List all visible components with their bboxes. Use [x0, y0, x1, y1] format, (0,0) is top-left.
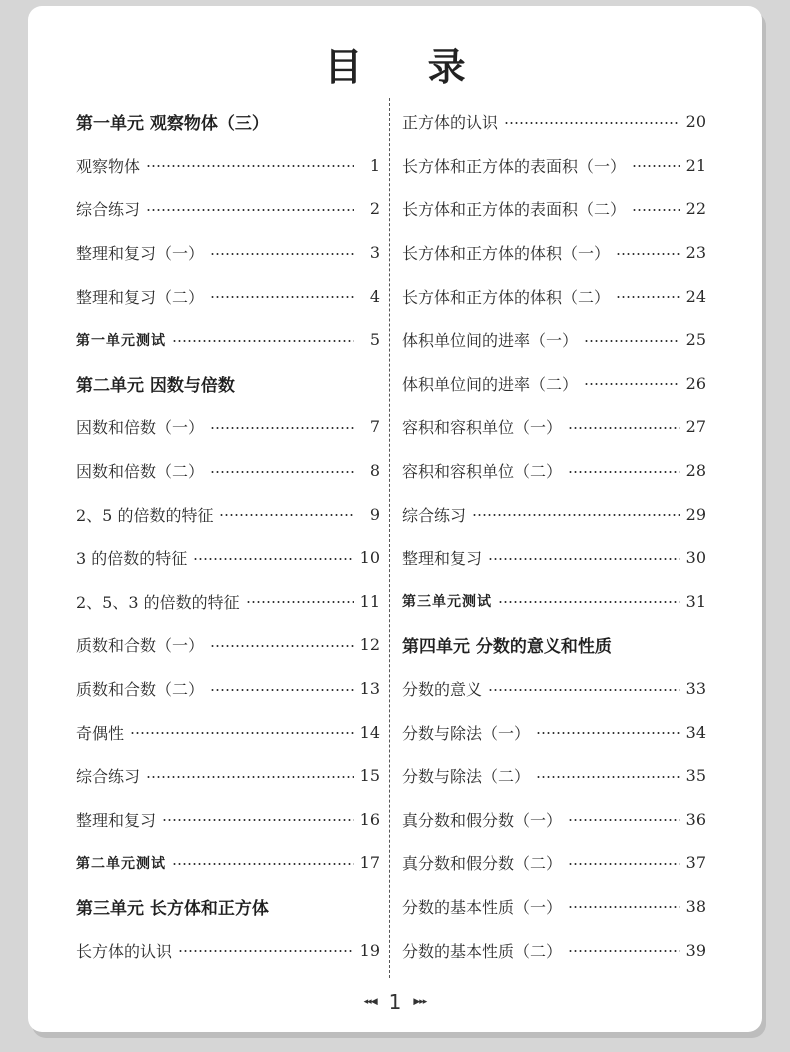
toc-page-number: 3 [369, 243, 380, 263]
toc-entry [402, 405, 706, 449]
toc-page-number: 22 [685, 199, 706, 219]
toc-entry-label: 分数与除法（二） [402, 767, 531, 787]
toc-page-number: 8 [369, 461, 380, 481]
toc-entry [402, 100, 706, 144]
toc-entry [76, 754, 380, 798]
toc-leader-dots [632, 209, 680, 211]
toc-page [28, 6, 762, 1032]
toc-leader-dots [504, 122, 680, 124]
toc-entry [402, 449, 706, 493]
toc-unit-test-entry [402, 580, 706, 624]
toc-leader-dots [498, 601, 680, 603]
page-number: 1 [388, 990, 402, 1014]
toc-entry-label: 整理和复习（二） [76, 287, 205, 307]
toc-page-number: 14 [359, 722, 380, 742]
toc-entry-label: 长方体和正方体的体积（二） [402, 287, 611, 307]
toc-page-number: 39 [685, 940, 706, 960]
toc-leader-dots [162, 819, 354, 821]
toc-page-number: 33 [685, 679, 706, 699]
toc-entry-label: 3 的倍数的特征 [76, 549, 188, 569]
toc-entry-label: 质数和合数（二） [76, 680, 205, 700]
toc-entry [402, 318, 706, 362]
toc-unit-heading [76, 100, 380, 144]
column-divider [389, 98, 390, 978]
toc-page-number: 20 [685, 112, 706, 132]
toc-entry-label: 综合练习 [76, 767, 141, 787]
toc-entry-label: 体积单位间的进率（一） [402, 331, 579, 351]
toc-entry [76, 580, 380, 624]
toc-leader-dots [568, 863, 680, 865]
toc-page-number: 31 [685, 591, 706, 611]
toc-leader-dots [210, 645, 354, 647]
toc-entry-label: 奇偶性 [76, 723, 125, 743]
toc-unit-test-entry [76, 318, 380, 362]
prev-arrows-icon: ◂◂◀ [363, 997, 377, 1007]
toc-entry-label: 长方体和正方体的表面积（二） [402, 200, 627, 220]
toc-leader-dots [178, 950, 354, 952]
toc-entry [402, 798, 706, 842]
toc-entry-label: 2、5 的倍数的特征 [76, 505, 214, 525]
toc-leader-dots [632, 165, 680, 167]
toc-leader-dots [488, 689, 680, 691]
toc-left-column [76, 100, 380, 972]
toc-page-number: 23 [685, 243, 706, 263]
toc-leader-dots [536, 732, 680, 734]
toc-page-number: 1 [369, 155, 380, 175]
toc-leader-dots [146, 776, 354, 778]
toc-leader-dots [172, 863, 354, 865]
toc-leader-dots [568, 950, 680, 952]
toc-page-number: 34 [685, 722, 706, 742]
toc-entry-label: 综合练习 [76, 200, 141, 220]
toc-entry [402, 187, 706, 231]
toc-page-number: 24 [685, 286, 706, 306]
toc-entry-label: 第二单元测试 [76, 855, 166, 872]
toc-unit-heading [76, 362, 380, 406]
toc-entry [76, 144, 380, 188]
toc-entry-label: 2、5、3 的倍数的特征 [76, 592, 240, 612]
toc-entry [76, 274, 380, 318]
toc-leader-dots [568, 819, 680, 821]
toc-leader-dots [130, 732, 354, 734]
toc-entry-label: 分数的意义 [402, 680, 483, 700]
toc-entry [76, 798, 380, 842]
toc-right-column [402, 100, 706, 972]
toc-page-number: 21 [685, 155, 706, 175]
toc-leader-dots [568, 427, 680, 429]
toc-page-number: 28 [685, 461, 706, 481]
toc-leader-dots [146, 209, 354, 211]
toc-leader-dots [536, 776, 680, 778]
toc-leader-dots [568, 906, 680, 908]
toc-entry [76, 710, 380, 754]
toc-entry-label: 容积和容积单位（一） [402, 418, 563, 438]
page-footer [28, 990, 762, 1014]
toc-leader-dots [584, 383, 680, 385]
toc-page-number: 38 [685, 896, 706, 916]
toc-leader-dots [584, 340, 680, 342]
toc-entry-label: 真分数和假分数（二） [402, 854, 563, 874]
toc-entry-label: 长方体和正方体的表面积（一） [402, 156, 627, 176]
toc-entry-label: 因数和倍数（二） [76, 462, 205, 482]
toc-entry-label: 第一单元 观察物体（三） [76, 114, 269, 135]
toc-entry [402, 928, 706, 972]
toc-leader-dots [568, 471, 680, 473]
toc-entry-label: 第二单元 因数与倍数 [76, 375, 235, 396]
toc-page-number: 29 [685, 504, 706, 524]
toc-page-number: 5 [369, 330, 380, 350]
toc-page-number: 15 [359, 766, 380, 786]
toc-leader-dots [210, 427, 354, 429]
toc-unit-heading [76, 885, 380, 929]
toc-page-number: 35 [685, 766, 706, 786]
toc-unit-test-entry [76, 841, 380, 885]
toc-entry-label: 第一单元测试 [76, 332, 166, 349]
toc-page-number: 7 [369, 417, 380, 437]
toc-entry-label: 第三单元 长方体和正方体 [76, 898, 269, 919]
toc-entry [402, 231, 706, 275]
toc-leader-dots [172, 340, 354, 342]
toc-entry [402, 667, 706, 711]
toc-entry-label: 整理和复习 [402, 549, 483, 569]
toc-entry-label: 整理和复习 [76, 810, 157, 830]
toc-entry [402, 274, 706, 318]
toc-page-number: 19 [359, 940, 380, 960]
toc-page-number: 16 [359, 809, 380, 829]
toc-entry-label: 因数和倍数（一） [76, 418, 205, 438]
toc-entry [402, 710, 706, 754]
toc-page-number: 25 [685, 330, 706, 350]
toc-entry-label: 第四单元 分数的意义和性质 [402, 637, 612, 658]
toc-leader-dots [146, 165, 354, 167]
toc-entry-label: 综合练习 [402, 505, 467, 525]
toc-entry [402, 536, 706, 580]
toc-page-number: 13 [359, 679, 380, 699]
toc-leader-dots [472, 514, 680, 516]
toc-entry-label: 真分数和假分数（一） [402, 810, 563, 830]
toc-entry [76, 623, 380, 667]
toc-leader-dots [616, 296, 680, 298]
toc-leader-dots [193, 558, 353, 560]
toc-page-number: 27 [685, 417, 706, 437]
toc-entry-label: 体积单位间的进率（二） [402, 374, 579, 394]
toc-leader-dots [488, 558, 680, 560]
toc-entry-label: 长方体的认识 [76, 941, 173, 961]
toc-page-number: 17 [359, 853, 380, 873]
toc-entry [76, 536, 380, 580]
toc-page-number: 12 [359, 635, 380, 655]
toc-entry [76, 667, 380, 711]
toc-entry-label: 质数和合数（一） [76, 636, 205, 656]
toc-entry-label: 分数的基本性质（一） [402, 897, 563, 917]
toc-page-number: 26 [685, 373, 706, 393]
toc-leader-dots [616, 253, 680, 255]
toc-leader-dots [210, 689, 354, 691]
toc-entry-label: 分数的基本性质（二） [402, 941, 563, 961]
toc-entry [76, 492, 380, 536]
toc-page-number: 11 [359, 591, 380, 611]
toc-page-number: 10 [359, 548, 380, 568]
toc-entry-label: 第三单元测试 [402, 594, 492, 611]
toc-page-number: 4 [369, 286, 380, 306]
toc-page-number: 9 [369, 504, 380, 524]
toc-entry [76, 231, 380, 275]
toc-entry-label: 观察物体 [76, 156, 141, 176]
toc-page-number: 37 [685, 853, 706, 873]
toc-page-number: 36 [685, 809, 706, 829]
toc-page-number: 30 [685, 548, 706, 568]
toc-entry [402, 754, 706, 798]
toc-unit-heading [402, 623, 706, 667]
toc-entry [76, 449, 380, 493]
toc-entry-label: 分数与除法（一） [402, 723, 531, 743]
toc-page-number: 2 [369, 199, 380, 219]
toc-entry [402, 362, 706, 406]
toc-leader-dots [219, 514, 354, 516]
toc-entry-label: 正方体的认识 [402, 113, 499, 133]
toc-entry-label: 整理和复习（一） [76, 244, 205, 264]
toc-leader-dots [210, 471, 354, 473]
toc-entry [76, 405, 380, 449]
toc-leader-dots [210, 253, 354, 255]
next-arrows-icon: ▶▸▸ [413, 997, 427, 1007]
toc-entry [76, 928, 380, 972]
toc-leader-dots [246, 601, 354, 603]
toc-entry-label: 容积和容积单位（二） [402, 462, 563, 482]
toc-entry [402, 144, 706, 188]
toc-entry [402, 492, 706, 536]
toc-entry [76, 187, 380, 231]
toc-leader-dots [210, 296, 354, 298]
toc-entry [402, 885, 706, 929]
page-title: 目 录 [324, 45, 492, 89]
toc-entry-label: 长方体和正方体的体积（一） [402, 244, 611, 264]
toc-entry [402, 841, 706, 885]
